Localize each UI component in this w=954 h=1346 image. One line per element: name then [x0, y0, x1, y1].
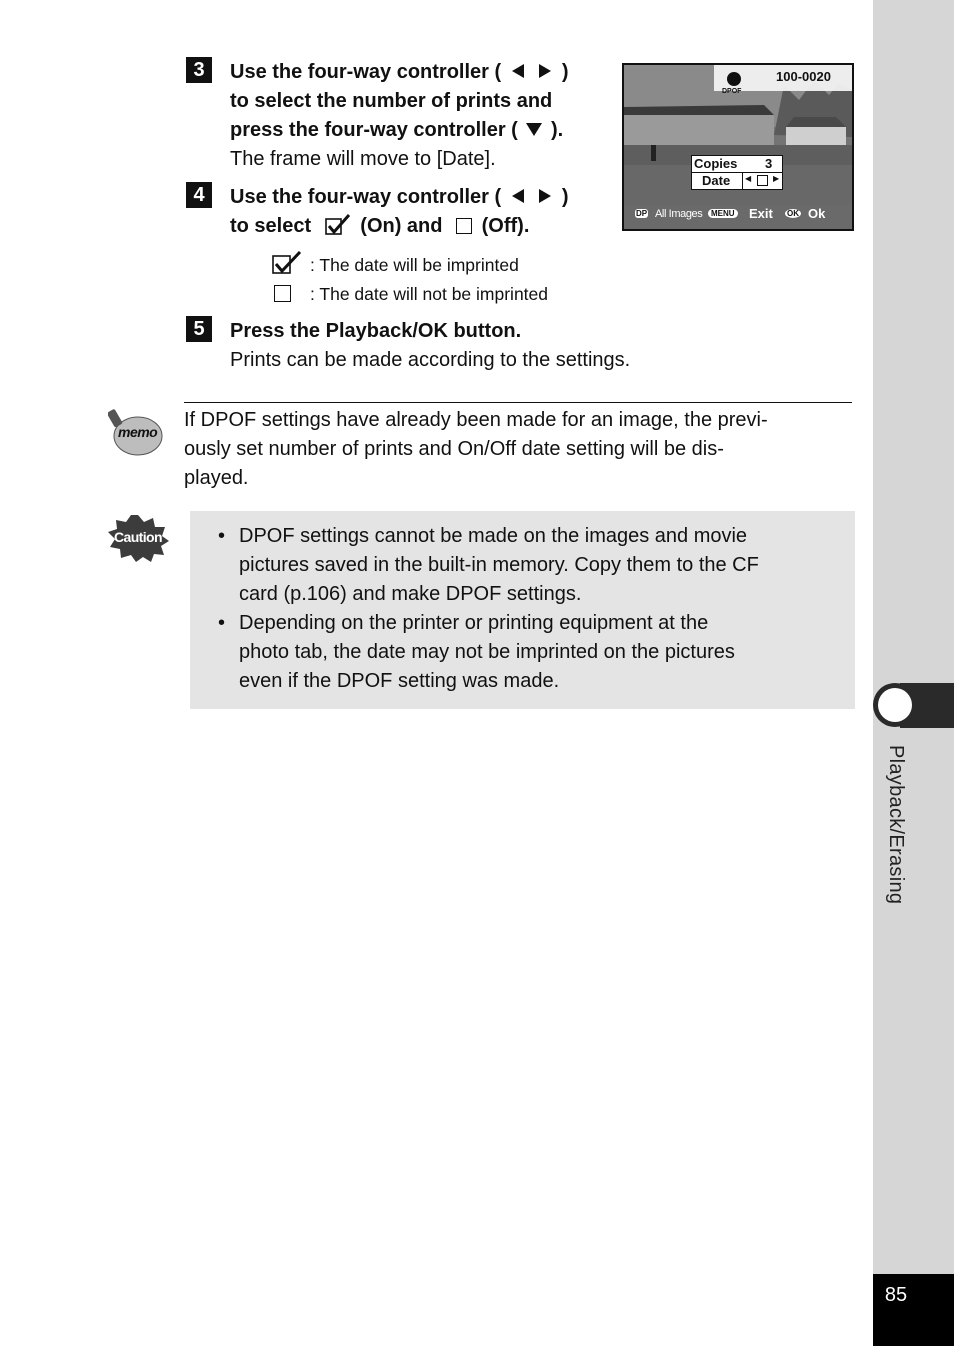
step-5-number: 5 — [186, 316, 212, 342]
left-arrow-icon: ◀ — [745, 174, 752, 183]
left-arrow-icon — [510, 188, 526, 204]
step-4-line-1: Use the four-way controller ( ) — [230, 186, 569, 208]
chapter-sidebar — [873, 0, 954, 1346]
copies-value: 3 — [765, 156, 773, 171]
step-5-title: Press the Playback/OK button. — [230, 320, 522, 342]
chapter-tab-circle-inner — [878, 688, 912, 722]
copies-label: Copies — [694, 156, 738, 171]
dpof-logo-icon — [724, 72, 744, 88]
right-arrow-icon: ▶ — [773, 174, 780, 183]
bullet-icon: • — [218, 612, 226, 634]
exit-label: Exit — [749, 206, 773, 221]
all-images-label: All Images — [655, 208, 703, 220]
down-arrow-icon — [525, 121, 543, 137]
caution-item-1: DPOF settings cannot be made on the images and movie pictures saved in the built-in memory. Copy them to the CF card (p.106) and make DPOF settings. — [239, 525, 759, 605]
screen-bottom-bar — [624, 206, 852, 226]
camera-screen-illustration — [622, 63, 854, 231]
right-arrow-icon — [537, 63, 553, 79]
step-4-number: 4 — [186, 182, 212, 208]
date-label: Date — [702, 173, 731, 188]
ok-button-icon: OK — [787, 209, 799, 218]
bullet-icon: • — [218, 525, 226, 547]
checkbox-empty-icon — [274, 285, 291, 302]
section-label: Playback/Erasing — [885, 745, 907, 905]
step-3-line-3: press the four-way controller ( ). — [230, 119, 564, 141]
memo-icon: memo — [108, 407, 164, 457]
step-3-number: 3 — [186, 57, 212, 83]
dp-button-icon: DP — [636, 209, 648, 218]
step-5-result: Prints can be made according to the settings. — [230, 349, 631, 371]
legend-off-text: : The date will not be imprinted — [310, 284, 549, 304]
ok-label: Ok — [808, 206, 826, 221]
dpof-logo-text: DPOF — [722, 88, 742, 95]
memo-text: If DPOF settings have already been made for an image, the previ- ously set number of prints and On/Off date setting will be dis- played. — [184, 409, 768, 489]
file-number: 100-0020 — [776, 69, 831, 84]
date-row — [691, 172, 783, 190]
step-3-line-2: to select the number of prints and — [230, 90, 553, 112]
step-4-line-2: to select (On) and (Off). — [230, 215, 530, 237]
checkbox-empty-icon — [757, 175, 768, 186]
copies-row — [691, 155, 783, 173]
step-3-result: The frame will move to [Date]. — [230, 148, 496, 170]
checkbox-empty-icon — [456, 218, 472, 234]
right-arrow-icon — [537, 188, 553, 204]
section-divider — [184, 402, 852, 403]
menu-button-icon: MENU — [708, 209, 738, 218]
legend-on-text: : The date will be imprinted — [310, 255, 519, 275]
checkbox-checked-icon — [325, 214, 351, 236]
page-number: 85 — [884, 1284, 908, 1306]
caution-item-2: Depending on the printer or printing equipment at the photo tab, the date may not be imprinted on the pictures even if the DPOF setting was made. — [239, 612, 735, 692]
caution-icon: Caution — [106, 513, 170, 563]
checkbox-checked-icon — [272, 251, 302, 275]
step-3-line-1: Use the four-way controller ( ) — [230, 61, 569, 83]
left-arrow-icon — [510, 63, 526, 79]
